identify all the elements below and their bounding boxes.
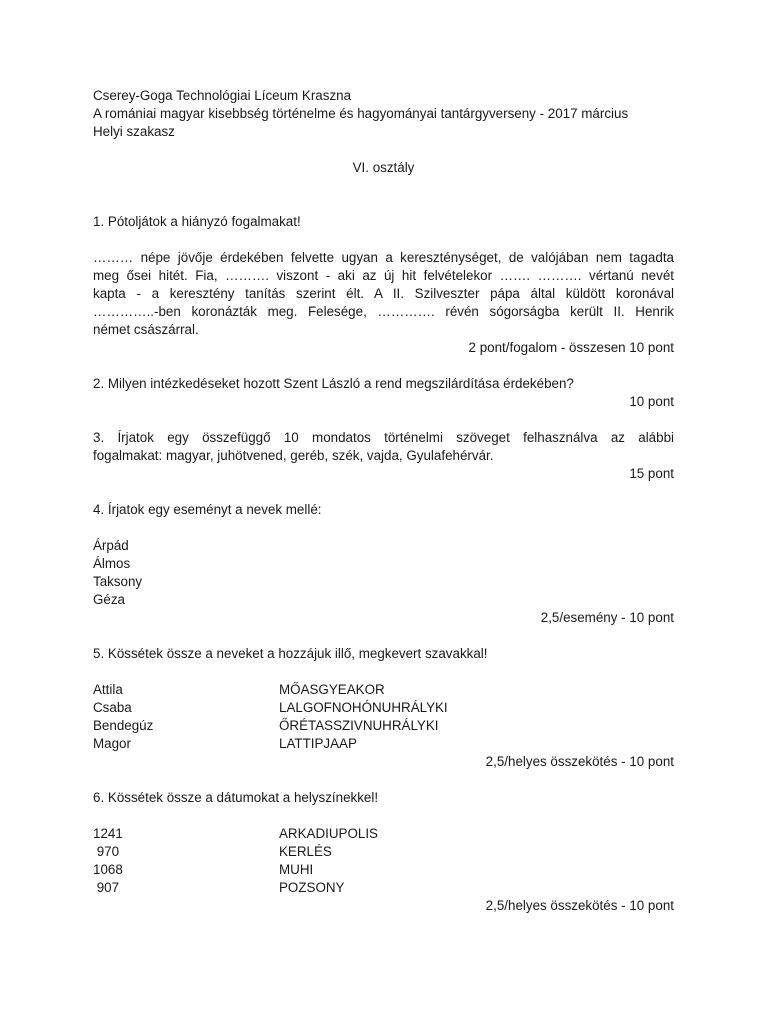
q6-pair-row bbox=[93, 825, 674, 843]
q5-scrambled-word: LATTIPJAAP bbox=[279, 736, 357, 751]
q4-name: Árpád bbox=[93, 538, 129, 553]
q6-points: 2,5/helyes összekötés - 10 pont bbox=[485, 898, 674, 913]
q6-date: 970 bbox=[93, 844, 120, 859]
q6-place: POZSONY bbox=[279, 880, 345, 895]
q6-pair-row bbox=[93, 879, 674, 897]
q1-text-line: …………..-ben koronázták meg. Felesége, …………. révén sógorságba került II. Henrik bbox=[93, 304, 674, 319]
q5-name: Magor bbox=[93, 736, 131, 751]
q5-points: 2,5/helyes összekötés - 10 pont bbox=[485, 754, 674, 769]
q1-text-line: kapta - a keresztény tanítás szerint élt. A II. Szilveszter pápa által küldött koronával bbox=[93, 286, 674, 301]
q5-title: 5. Kössétek össze a neveket a hozzájuk illő, megkevert szavakkal! bbox=[93, 646, 488, 661]
q5-name: Attila bbox=[93, 682, 123, 697]
q5-name: Csaba bbox=[93, 700, 132, 715]
q3-points: 15 pont bbox=[629, 466, 674, 481]
q1-title: 1. Pótoljátok a hiányzó fogalmakat! bbox=[93, 214, 301, 229]
q4-name: Álmos bbox=[93, 556, 131, 571]
q5-scrambled-word: ŐRÉTASSZIVNUHRÁLYKI bbox=[279, 718, 439, 733]
q6-date: 907 bbox=[93, 880, 120, 895]
document-content bbox=[93, 87, 674, 915]
q4-name: Géza bbox=[93, 592, 126, 607]
q1-text-line: meg ősei hitét. Fia, ………. viszont - aki az új hit felvételekor ……. ………. vértanú nevét bbox=[93, 268, 674, 283]
q5-name: Bendegúz bbox=[93, 718, 154, 733]
q2-points: 10 pont bbox=[629, 394, 674, 409]
q3-text-line: fogalmakat: magyar, juhötvened, geréb, szék, vajda, Gyulafehérvár. bbox=[93, 448, 494, 463]
q5-pair-row bbox=[93, 681, 674, 699]
contest-title: A romániai magyar kisebbség történelme és hagyományai tantárgyverseny - 2017 március bbox=[93, 106, 629, 121]
q6-place: KERLÉS bbox=[279, 844, 332, 859]
q6-pair-row bbox=[93, 843, 674, 861]
school-name: Cserey-Goga Technológiai Líceum Kraszna bbox=[93, 88, 352, 103]
q3-text-line: 3. Írjatok egy összefüggő 10 mondatos történelmi szöveget felhasználva az alábbi bbox=[93, 430, 674, 445]
q5-pair-row bbox=[93, 717, 674, 735]
q1-points: 2 pont/fogalom - összesen 10 pont bbox=[468, 340, 674, 355]
q1-text-line: német császárral. bbox=[93, 322, 199, 337]
q6-place: ARKADIUPOLIS bbox=[279, 826, 378, 841]
q6-date: 1068 bbox=[93, 862, 123, 877]
q5-scrambled-word: LALGOFNOHÓNUHRÁLYKI bbox=[279, 700, 448, 715]
q5-pair-row bbox=[93, 699, 674, 717]
q4-points: 2,5/esemény - 10 pont bbox=[540, 610, 674, 625]
q4-name: Taksony bbox=[93, 574, 143, 589]
grade-heading: VI. osztály bbox=[352, 160, 415, 175]
q6-pair-row bbox=[93, 861, 674, 879]
q5-scrambled-word: MŐASGYEAKOR bbox=[279, 682, 385, 697]
q2-title: 2. Milyen intézkedéseket hozott Szent László a rend megszilárdítása érdekében? bbox=[93, 376, 574, 391]
q1-text-line: ……… népe jövője érdekében felvette ugyan a kereszténységet, de valójában nem tagadta bbox=[93, 250, 674, 265]
q6-date: 1241 bbox=[93, 826, 123, 841]
q4-title: 4. Írjatok egy eseményt a nevek mellé: bbox=[93, 502, 322, 517]
contest-stage: Helyi szakasz bbox=[93, 124, 175, 139]
q5-pair-row bbox=[93, 735, 674, 753]
q6-title: 6. Kössétek össze a dátumokat a helyszínekkel! bbox=[93, 790, 379, 805]
q6-place: MUHI bbox=[279, 862, 314, 877]
